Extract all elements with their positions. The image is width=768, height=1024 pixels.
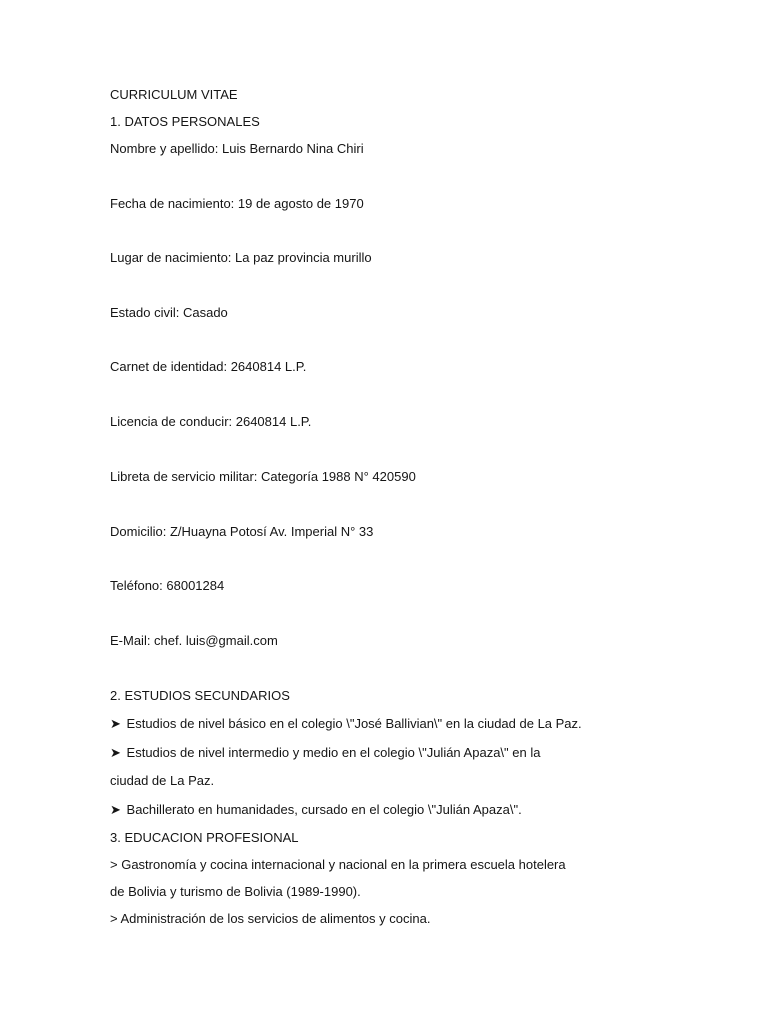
document-title: CURRICULUM VITAE (110, 87, 238, 102)
field-libreta-servicio-militar: Libreta de servicio militar: Categoría 1988 N° 420590 (110, 469, 416, 484)
list-item: > Administración de los servicios de alimentos y cocina. (110, 911, 431, 926)
section-heading-educacion-profesional: 3. EDUCACION PROFESIONAL (110, 830, 299, 845)
list-item-text: Estudios de nivel intermedio y medio en el colegio \"Julián Apaza\" en la (126, 745, 541, 760)
list-item-text: Estudios de nivel básico en el colegio \"José Ballivian\" en la ciudad de La Paz. (126, 716, 582, 731)
field-carnet-identidad: Carnet de identidad: 2640814 L.P. (110, 359, 307, 374)
list-item-continuation: de Bolivia y turismo de Bolivia (1989-1990). (110, 884, 361, 899)
list-item (110, 716, 582, 733)
arrow-bullet-icon: ➤ (110, 717, 121, 732)
section-heading-estudios-secundarios: 2. ESTUDIOS SECUNDARIOS (110, 688, 290, 703)
field-estado-civil: Estado civil: Casado (110, 305, 228, 320)
field-fecha-nacimiento: Fecha de nacimiento: 19 de agosto de 1970 (110, 196, 364, 211)
arrow-bullet-icon: ➤ (110, 746, 121, 761)
field-telefono: Teléfono: 68001284 (110, 578, 225, 593)
list-item (110, 802, 522, 819)
field-nombre: Nombre y apellido: Luis Bernardo Nina Chiri (110, 141, 364, 156)
field-lugar-nacimiento: Lugar de nacimiento: La paz provincia murillo (110, 250, 372, 265)
field-domicilio: Domicilio: Z/Huayna Potosí Av. Imperial N° 33 (110, 524, 374, 539)
list-item-text: Bachillerato en humanidades, cursado en el colegio \"Julián Apaza\". (126, 802, 522, 817)
list-item-continuation: ciudad de La Paz. (110, 773, 215, 788)
section-heading-datos-personales: 1. DATOS PERSONALES (110, 114, 260, 129)
list-item: > Gastronomía y cocina internacional y nacional en la primera escuela hotelera (110, 857, 566, 872)
field-licencia-conducir: Licencia de conducir: 2640814 L.P. (110, 414, 312, 429)
arrow-bullet-icon: ➤ (110, 803, 121, 818)
list-item (110, 745, 540, 762)
field-email: E-Mail: chef. luis@gmail.com (110, 633, 278, 648)
